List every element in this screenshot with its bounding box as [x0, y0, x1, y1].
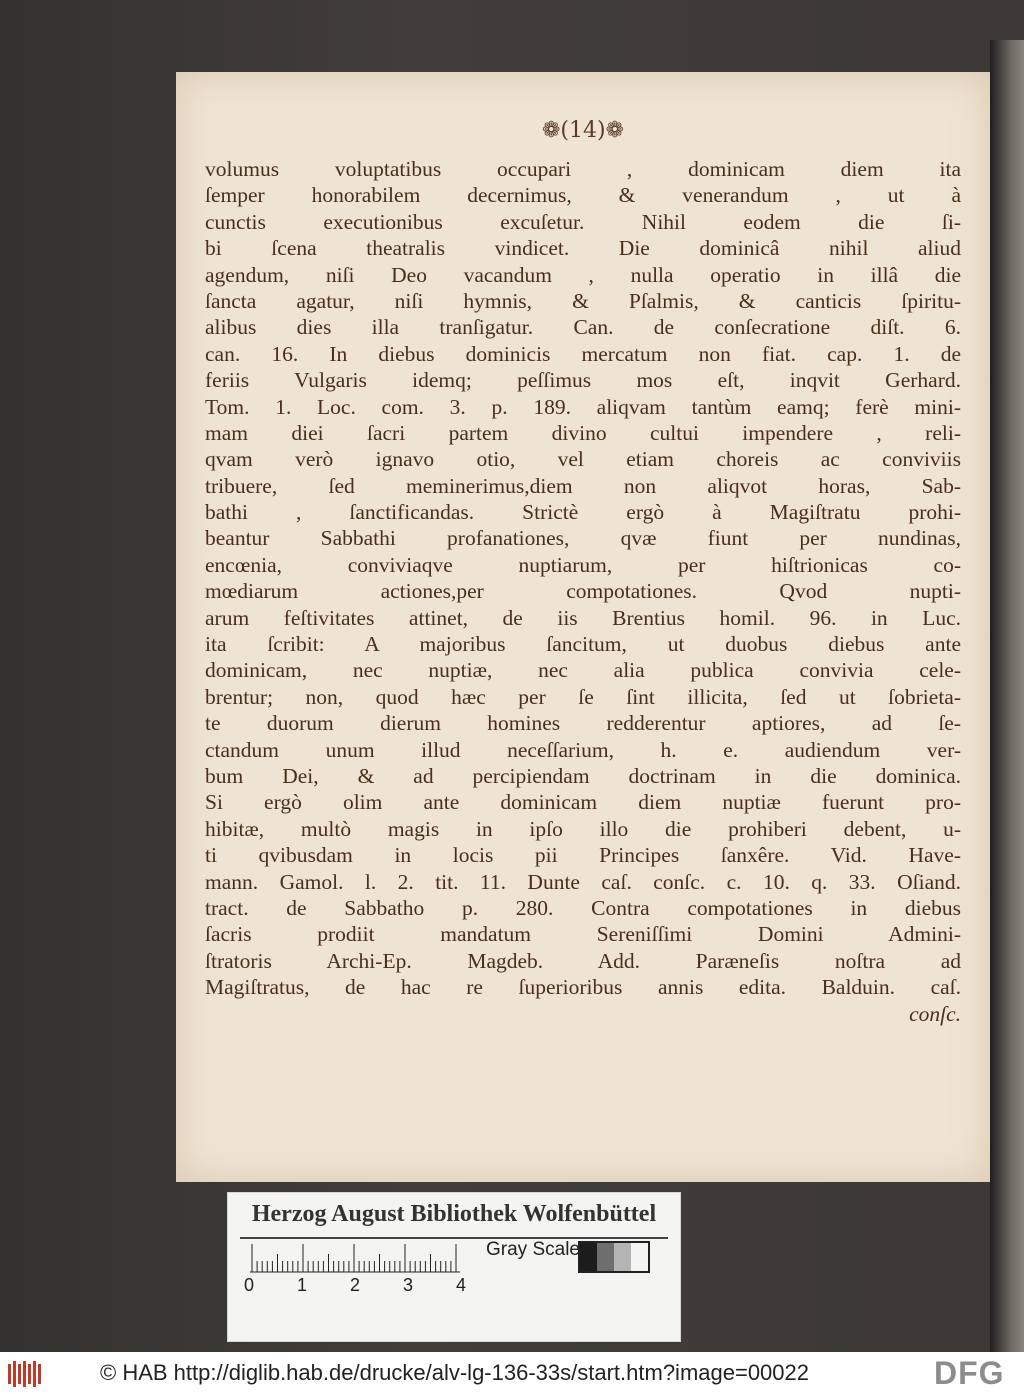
library-name: Herzog August Bibliothek Wolfenbüttel	[251, 1201, 657, 1227]
text-line: ctandum unum illud neceſſarium, h. e. audiendum ver-	[205, 737, 961, 762]
text-line: mœdiarum actiones,per compotationes. Qvod nupti-	[205, 579, 961, 604]
card-divider	[240, 1237, 668, 1239]
text-line: te duorum dierum homines redderentur aptiores, ad ſe-	[205, 711, 961, 736]
page-number: ❁(14)❁	[541, 118, 625, 143]
footer-bar	[0, 1352, 1024, 1394]
ruler-number: 2	[350, 1275, 361, 1295]
binding-strip	[990, 40, 1024, 1352]
text-line: brentur; non, quod hæc per ſe ſint illicita, ſed ut ſobrieta-	[205, 684, 961, 709]
text-line: Tom. 1. Loc. com. 3. p. 189. aliqvam tantùm eamq; ferè mini-	[205, 394, 961, 419]
text-line: beantur Sabbathi profanationes, qvæ fiunt per nundinas,	[205, 526, 961, 551]
text-line: mam diei ſacri partem divino cultui impendere , reli-	[205, 420, 961, 445]
color-reference-card	[227, 1192, 681, 1342]
text-line: ſemper honorabilem decernimus, & venerandum , ut à	[205, 183, 961, 208]
gray-swatch	[631, 1243, 648, 1271]
ruler-number: 3	[403, 1275, 414, 1295]
text-line: dominicam, nec nuptiæ, nec alia publica convivia cele-	[205, 658, 961, 683]
gray-scale-swatches	[578, 1241, 650, 1273]
dfg-logo: DFG	[934, 1355, 1005, 1391]
text-line: cunctis executionibus excuſetur. Nihil eodem die ſi-	[205, 209, 961, 234]
footer-copyright: © HAB http://diglib.hab.de/drucke/alv-lg-136-33s/start.htm?image=00022	[100, 1360, 809, 1385]
gray-swatch	[597, 1243, 614, 1271]
text-line: Magiſtratus, de hac re ſuperioribus annis edita. Balduin. caſ.	[205, 975, 961, 1000]
text-line: ita ſcribit: A majoribus ſancitum, ut duobus diebus ante	[205, 632, 961, 657]
text-line: conſc.	[909, 1001, 961, 1026]
text-line: bi ſcena theatralis vindicet. Die dominicâ nihil aliud	[205, 236, 961, 261]
text-line: volumus voluptatibus occupari , dominicam diem ita	[205, 157, 961, 181]
text-line: ſtratoris Archi-Ep. Magdeb. Add. Paræneſis noſtra ad	[205, 948, 961, 973]
ruler-number: 1	[297, 1275, 308, 1295]
ruler-number: 4	[456, 1275, 467, 1295]
text-line: Si ergò olim ante dominicam diem nuptiæ fuerunt pro-	[205, 790, 961, 815]
text-line: arum feſtivitates attinet, de iis Brentius homil. 96. in Luc.	[205, 605, 961, 630]
text-line: hibitæ, multò magis in ipſo illo die prohiberi debent, u-	[205, 816, 961, 841]
text-line: feriis Vulgaris idemq; peſſimus mos eſt, inqvit Gerhard.	[205, 368, 961, 393]
text-line: encœnia, conviviaqve nuptiarum, per hiſtrionicas co-	[205, 552, 961, 577]
gray-scale-label: Gray Scale	[486, 1239, 580, 1260]
text-line: alibus dies illa tranſigatur. Can. de conſecratione diſt. 6.	[205, 315, 961, 340]
page-text	[205, 156, 961, 1027]
text-line: ſacris prodiit mandatum Sereniſſimi Domini Admini-	[205, 922, 961, 947]
text-line: agendum, niſi Deo vacandum , nulla operatio in illâ die	[205, 262, 961, 287]
text-line: can. 16. In diebus dominicis mercatum non fiat. cap. 1. de	[205, 341, 961, 366]
text-line: mann. Gamol. l. 2. tit. 11. Dunte caſ. conſc. c. 10. q. 33. Oſiand.	[205, 869, 961, 894]
text-line: tract. de Sabbatho p. 280. Contra compotationes in diebus	[205, 895, 961, 920]
text-line: qvam verò ignavo otio, vel etiam choreis ac conviviis	[205, 447, 961, 472]
text-line: tribuere, ſed meminerimus,diem non aliqvot horas, Sab-	[205, 473, 961, 498]
gray-swatch	[580, 1243, 597, 1271]
ruler-numbers	[244, 1275, 484, 1299]
text-line: bathi , ſanctificandas. Strictè ergò à Magiſtratu prohi-	[205, 500, 961, 525]
gray-swatch	[614, 1243, 631, 1271]
text-line: ſancta agatur, niſi hymnis, & Pſalmis, & canticis ſpiritu-	[205, 288, 961, 313]
ruler-number: 0	[244, 1275, 255, 1295]
text-line: bum Dei, & ad percipiendam doctrinam in die dominica.	[205, 763, 961, 788]
ruler-scale	[250, 1243, 460, 1273]
text-line: ti qvibusdam in locis pii Principes ſanxêre. Vid. Have-	[205, 843, 961, 868]
hab-logo-icon	[6, 1358, 46, 1390]
